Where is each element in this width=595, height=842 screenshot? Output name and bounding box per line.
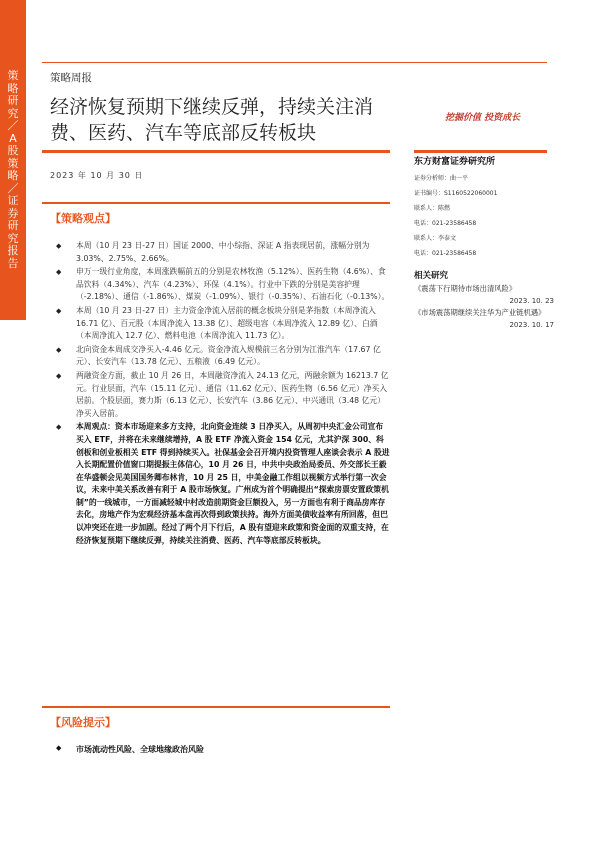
right-column <box>414 148 554 329</box>
header-rule <box>42 62 547 63</box>
institute-name: 东方财富证券研究所 <box>414 157 496 167</box>
bullet-text: 本周观点：资本市场迎来多方支持，北向资金连续 3 日净买入，从周初中央汇金公司宣布买入 ETF，并将在未来继续增持，A 股 ETF 净流入资金 154 亿元，尤其沪深 300、科创板和创业板相关 ETF 得到持续买入。社保基金会召开境内投资管理人座谈会表示 A 股进入长期配置价值窗口期提振主体信心，10 月 26 日，中共中央政治局委员、外交部长王毅在华盛顿会见美国国务卿布林肯，10 月 25 日，中美金融工作组以视频方式举行第一次会议，未来中美关系改善有利于 A 股市场恢复。广州成为首个明确提出“探索房票安置政策机制”的一线城市，一方面减轻城中村改造前期资金巨额投入，另一方面也有利于商品房库存去化，房地产作为宏观经济基本盘再次得到政策扶持。海外方面美债收益率有所回落，但巴以冲突还在进一步加剧。经过了两个月下行后，A 股有望迎来政策和资金面的双重支持，在经济恢复预期下继续反弹，持续关注消费、医药、汽车等底部反转板块。 <box>76 422 390 545</box>
analyst-line: 证券分析师：曲一平 <box>414 175 469 182</box>
diamond-bullet-icon: ◆ <box>56 423 62 432</box>
bullet-item <box>50 370 390 420</box>
report-date: 2023 年 10 月 30 日 <box>50 171 144 180</box>
bullet-list <box>50 240 390 548</box>
bullet-text: 申万一级行业角度，本周涨跌幅前五的分别是农林牧渔（5.12%）、医药生物（4.6%）、食品饮料（4.34%）、汽车（4.23%）、环保（4.1%）。行业中下跌的分别是美容护理（-2.18%）、通信（-1.86%）、煤炭（-1.09%）、银行（-0.35%）、石油石化（-0.13%）。 <box>76 267 390 302</box>
related-title-1[interactable]: 《震荡下行期待市场出清风险》 <box>414 284 517 293</box>
phone-line-1: 电话：021-23586458 <box>414 220 477 227</box>
related-date-2: 2023. 10. 17 <box>509 321 554 329</box>
cert-line: 证书编号：S1160522060001 <box>414 190 498 197</box>
view-section-label: 【策略观点】 <box>50 212 116 225</box>
contact-line-1: 联系人：陈燃 <box>414 205 451 212</box>
diamond-bullet-icon: ◆ <box>56 306 62 315</box>
bullet-text: 两融资金方面，截止 10 月 26 日，本周融资净流入 24.13 亿元，两融余额为 16213.7 亿元。行业层面，汽车（15.11 亿元）、通信（11.62 亿元）、医药生物（6.56 亿元）净买入居前。个股层面，赛力斯（6.13 亿元）、长安汽车（3.86 亿元）、中兴通讯（3.48 亿元）净买入居前。 <box>76 370 389 418</box>
diamond-bullet-icon: ◆ <box>56 371 62 380</box>
bullet-item <box>50 305 390 343</box>
bullet-text: 本周（10 月 23 日-27 日）主力资金净流入居前的概念板块分别是茅指数（本周净流入 16.71 亿）、百元股（本周净流入 13.38 亿）、超级电容（本周净流入 12.89 亿）、白酒（本周净流入 12.7 亿）、燃料电池（本周净流入 11.73 亿）。 <box>76 305 378 341</box>
sidebar-text: 策略研究／A股策略／证券研究报告 <box>7 69 19 270</box>
title-divider <box>42 150 390 153</box>
diamond-bullet-icon: ◆ <box>56 744 62 752</box>
sidebar-band <box>0 0 26 320</box>
bullet-text: 本周（10 月 23 日-27 日）国证 2000、中小综指、深证 A 指表现居前，涨幅分别为 3.03%、2.75%、2.66%。 <box>76 241 370 263</box>
bullet-item <box>50 266 390 304</box>
diamond-bullet-icon: ◆ <box>56 268 62 277</box>
page-title: 经济恢复预期下继续反弹，持续关注消费、医药、汽车等底部反转板块 <box>50 96 374 144</box>
phone-line-2: 电话：021-23586458 <box>414 250 477 257</box>
risk-section-bar <box>42 706 390 708</box>
diamond-bullet-icon: ◆ <box>56 345 62 354</box>
contact-line-2: 联系人：李泰文 <box>414 235 457 242</box>
bullet-text: 北向资金本周成交净买入-4.46 亿元。资金净流入规模前三名分别为江淮汽车（17.67 亿元）、长安汽车（13.78 亿元）、五粮液（6.49 亿元）。 <box>76 344 381 367</box>
bullet-item <box>50 421 390 547</box>
related-date-1: 2023. 10. 23 <box>509 297 554 305</box>
bullet-item <box>50 344 390 369</box>
related-heading: 相关研究 <box>414 271 449 281</box>
slogan: 挖掘价值 投资成长 <box>445 113 521 123</box>
risk-item <box>50 744 390 755</box>
doc-type: 策略周报 <box>50 72 92 84</box>
related-title-2[interactable]: 《市场震荡期继续关注华为产业链机遇》 <box>414 308 546 317</box>
view-section-bar <box>42 202 390 204</box>
bullet-item <box>50 240 390 265</box>
risk-section-label: 【风险提示】 <box>50 716 116 729</box>
diamond-bullet-icon: ◆ <box>56 242 62 250</box>
risk-text: 市场流动性风险、全球地缘政治风险 <box>76 745 204 754</box>
